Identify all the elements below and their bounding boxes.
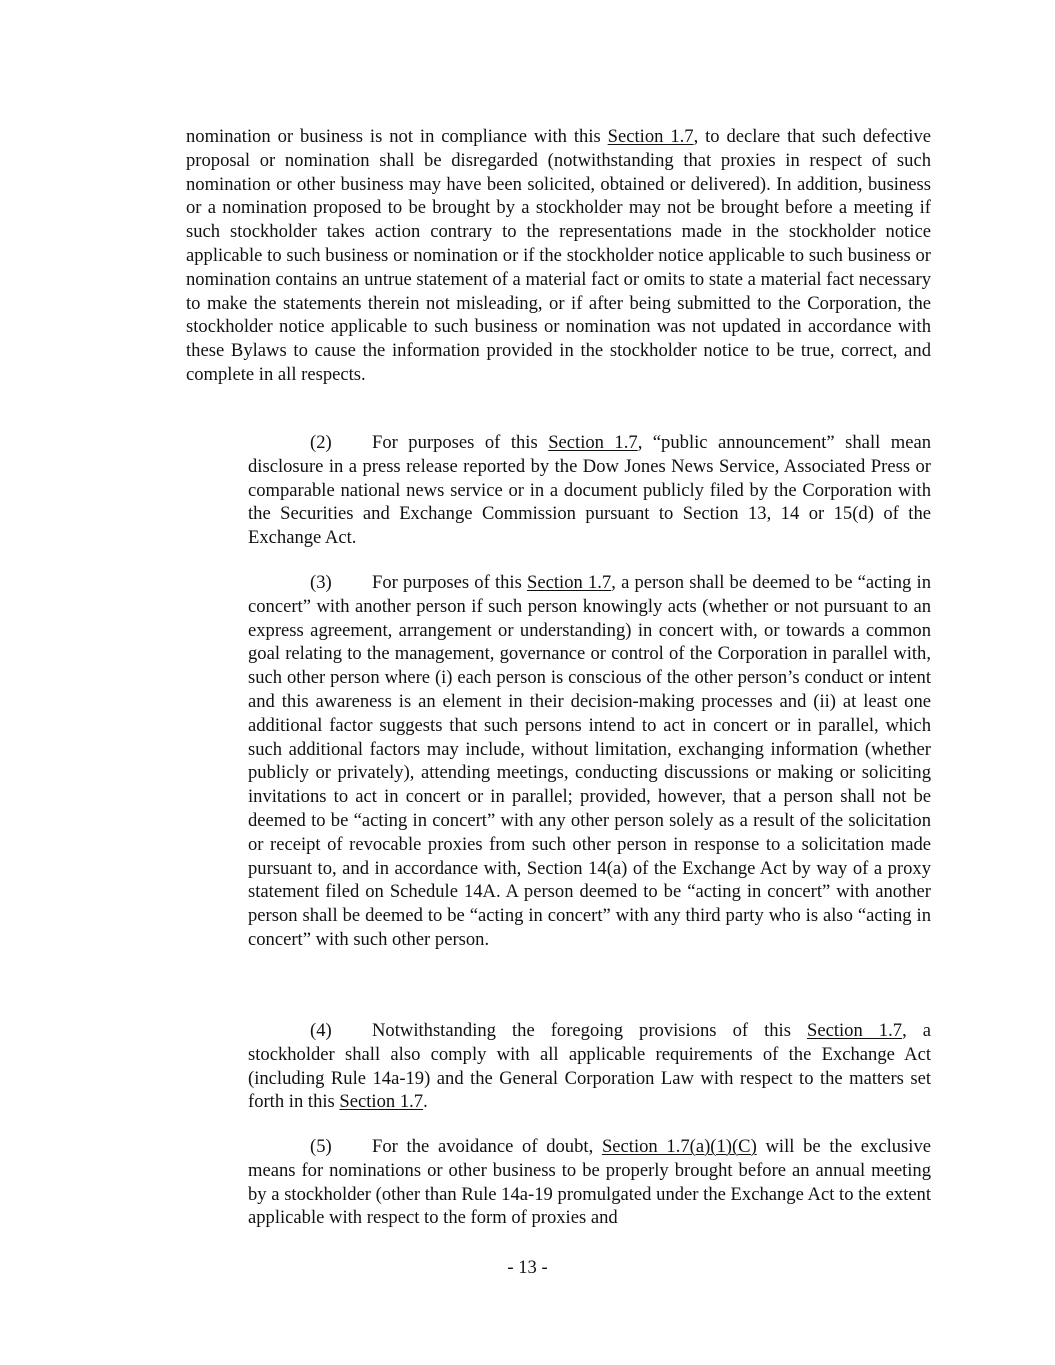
- p4-text-1: Notwithstanding the foregoing provisions of this: [372, 1020, 807, 1041]
- p3-text-2: , a person shall be deemed to be “acting in concert” with another person if such person knowingly acts (whether or not pursuant to an express agreement, arrangement or understanding) in concert with, or towards a common goal relating to the management, governance or control of the Corporation in parallel with, such other person where (i) each person is conscious of the other person’s conduct or intent and this awareness is an element in their decision-making processes and (ii) at least one additional factor suggests that such persons intend to act in concert or in parallel, which such additional factors may include, without limitation, exchanging information (whether publicly or privately), attending meetings, conducting discussions or making or soliciting invitations to act in concert or in parallel; provided, however, that a person shall not be deemed to be “acting in concert” with any other person solely as a result of the solicitation or receipt of revocable proxies from such other person in response to a solicitation made pursuant to, and in accordance with, Section 14(a) of the Exchange Act by way of a proxy statement filed on Schedule 14A. A person deemed to be “acting in concert” with another person shall be deemed to be “acting in concert” with any third party who is also “acting in concert” with such other person.: [248, 572, 931, 950]
- p2-text-2: , “public announcement” shall mean disclosure in a press release reported by the Dow Jones News Service, Associated Press or comparable national news service or in a document publicly filed by the Corporation with the Securities and Exchange Commission pursuant to Section 13, 14 or 15(d) of the Exchange Act.: [248, 432, 932, 549]
- paragraph-5-avoidance-of-doubt: [248, 1135, 931, 1230]
- lead-text-1: nomination or business is not in compliance with this: [186, 126, 608, 147]
- paragraph-number: (4): [310, 1020, 332, 1041]
- p2-text-1: For purposes of this: [372, 432, 549, 453]
- p5-text-1: For the avoidance of doubt,: [372, 1136, 602, 1157]
- lead-text-2: , to declare that such defective proposal or nomination shall be disregarded (notwithstanding that proxies in respect of such nomination or other business may have been solicited, obtained or delivered). In addition, business or a nomination proposed to be brought by a stockholder may not be brought before a meeting if such stockholder takes action contrary to the representations made in the stockholder notice applicable to such business or nomination or if the stockholder notice applicable to such business or nomination contains an untrue statement of a material fact or omits to state a material fact necessary to make the statements therein not misleading, or if after being submitted to the Corporation, the stockholder notice applicable to such business or nomination was not updated in accordance with these Bylaws to cause the information provided in the stockholder notice to be true, correct, and complete in all respects.: [186, 126, 931, 385]
- p3-text-1: For purposes of this: [372, 572, 528, 593]
- page-number: - 13 -: [507, 1257, 548, 1278]
- paragraph-3-acting-in-concert: [248, 571, 931, 952]
- paragraph-2-public-announcement: [248, 431, 931, 550]
- paragraph-continuation: [186, 125, 931, 387]
- section-reference: Section 1.7: [548, 432, 638, 453]
- section-reference: Section 1.7: [607, 126, 694, 147]
- paragraph-number: (2): [310, 432, 332, 453]
- section-reference: Section 1.7: [527, 572, 612, 593]
- p4-text-2: , a stockholder shall also comply with all applicable requirements of the Exchange Act (including Rule 14a-19) and the General Corporation Law with respect to the matters set forth in this: [248, 1020, 931, 1113]
- section-reference: Section 1.7(a)(1)(C): [601, 1136, 757, 1157]
- section-reference: Section 1.7: [339, 1091, 424, 1113]
- paragraph-4-compliance: [248, 1019, 931, 1114]
- p4-text-3: .: [423, 1091, 428, 1113]
- section-reference: Section 1.7: [807, 1020, 903, 1041]
- p5-text-2: will be the exclusive means for nominations or other business to be properly brought before an annual meeting by a stockholder (other than Rule 14a-19 promulgated under the Exchange Act to the extent applicable with respect to the form of proxies and: [248, 1136, 931, 1229]
- paragraph-number: (3): [310, 572, 332, 593]
- paragraph-number: (5): [310, 1136, 332, 1157]
